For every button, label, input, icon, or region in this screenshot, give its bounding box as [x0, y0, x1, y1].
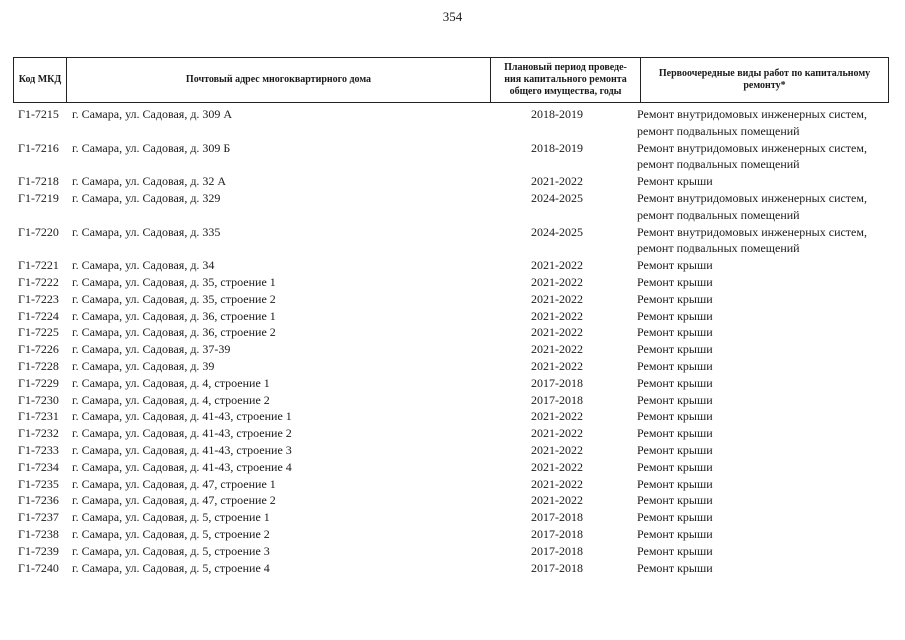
cell-address: г. Самара, ул. Садовая, д. 41-43, строение 2 — [72, 426, 292, 441]
cell-works — [637, 173, 897, 190]
header-address: Почтовый адрес многоквартирного дома — [67, 58, 491, 102]
cell-period: 2018-2019 — [531, 140, 583, 155]
cell-code: Г1-7233 — [18, 443, 59, 457]
cell-works-line: Ремонт внутридомовых инженерных систем, — [637, 224, 867, 239]
cell-address: г. Самара, ул. Садовая, д. 4, строение 2 — [72, 392, 270, 407]
header-period-line: общего имущества, годы — [509, 86, 622, 97]
cell-code: Г1-7230 — [18, 392, 59, 407]
cell-period: 2021-2022 — [531, 342, 583, 357]
cell-code: Г1-7222 — [18, 275, 59, 289]
cell-works — [637, 190, 897, 223]
cell-works — [637, 425, 897, 442]
cell-period: 2017-2018 — [531, 527, 583, 541]
cell-period: 2021-2022 — [531, 325, 583, 340]
cell-code: Г1-7219 — [18, 191, 59, 205]
cell-code: Г1-7224 — [18, 308, 59, 323]
cell-works — [637, 324, 897, 341]
cell-address: г. Самара, ул. Садовая, д. 309 Б — [72, 140, 231, 155]
cell-works-line: ремонт подвальных помещений — [637, 241, 800, 256]
cell-code: Г1-7236 — [18, 493, 59, 508]
cell-code: Г1-7218 — [18, 174, 59, 189]
cell-works — [637, 442, 897, 459]
cell-period: 2024-2025 — [531, 191, 583, 205]
cell-works — [637, 375, 897, 392]
cell-address: г. Самара, ул. Садовая, д. 5, строение 4 — [72, 560, 270, 575]
cell-code: Г1-7223 — [18, 291, 59, 306]
cell-period: 2021-2022 — [531, 291, 583, 306]
page-number: 354 — [442, 9, 463, 24]
cell-address: г. Самара, ул. Садовая, д. 35, строение 2 — [72, 291, 276, 306]
cell-works — [637, 408, 897, 425]
cell-works — [637, 291, 897, 308]
cell-works-line: Ремонт внутридомовых инженерных систем, — [637, 107, 867, 121]
cell-works — [637, 106, 897, 139]
cell-works-line: Ремонт крыши — [637, 392, 713, 407]
header-period-line: Плановый период проведе- — [504, 62, 627, 73]
cell-works-line: Ремонт крыши — [637, 174, 713, 189]
cell-works-line: Ремонт внутридомовых инженерных систем, — [637, 191, 867, 205]
cell-works-line: Ремонт крыши — [637, 375, 713, 390]
cell-code: Г1-7221 — [18, 258, 59, 273]
cell-period: 2021-2022 — [531, 459, 583, 474]
cell-period: 2021-2022 — [531, 258, 583, 273]
cell-code: Г1-7235 — [18, 476, 59, 491]
cell-address: г. Самара, ул. Садовая, д. 39 — [72, 359, 215, 373]
cell-works-line: Ремонт крыши — [637, 527, 713, 541]
cell-works-line: Ремонт крыши — [637, 459, 713, 474]
cell-code: Г1-7225 — [18, 325, 59, 340]
cell-address: г. Самара, ул. Садовая, д. 41-43, строение 3 — [72, 443, 292, 457]
cell-works — [637, 308, 897, 325]
cell-works-line: Ремонт крыши — [637, 426, 713, 441]
cell-code: Г1-7226 — [18, 342, 59, 357]
header-works-line: ремонту* — [743, 80, 786, 91]
cell-works-line: Ремонт крыши — [637, 275, 713, 289]
cell-address: г. Самара, ул. Садовая, д. 5, строение 3 — [72, 543, 270, 558]
cell-period: 2021-2022 — [531, 493, 583, 508]
cell-code: Г1-7238 — [18, 527, 59, 541]
cell-works — [637, 476, 897, 493]
cell-code: Г1-7216 — [18, 140, 59, 155]
cell-code: Г1-7237 — [18, 510, 59, 525]
cell-period: 2017-2018 — [531, 375, 583, 390]
cell-address: г. Самара, ул. Садовая, д. 41-43, строение 1 — [72, 409, 292, 424]
cell-period: 2021-2022 — [531, 476, 583, 491]
cell-address: г. Самара, ул. Садовая, д. 5, строение 2 — [72, 527, 270, 541]
cell-period: 2021-2022 — [531, 409, 583, 424]
cell-period: 2017-2018 — [531, 392, 583, 407]
cell-works-line: Ремонт крыши — [637, 543, 713, 558]
cell-address: г. Самара, ул. Садовая, д. 36, строение 2 — [72, 325, 276, 340]
cell-works-line: Ремонт крыши — [637, 409, 713, 424]
cell-address: г. Самара, ул. Садовая, д. 47, строение 1 — [72, 476, 276, 491]
cell-works-line: Ремонт крыши — [637, 560, 713, 575]
cell-address: г. Самара, ул. Садовая, д. 37-39 — [72, 342, 231, 357]
cell-works-line: Ремонт внутридомовых инженерных систем, — [637, 140, 867, 155]
cell-period: 2017-2018 — [531, 510, 583, 525]
cell-period: 2021-2022 — [531, 308, 583, 323]
cell-works — [637, 341, 897, 358]
cell-code: Г1-7228 — [18, 359, 59, 373]
cell-address: г. Самара, ул. Садовая, д. 41-43, строение 4 — [72, 459, 292, 474]
cell-works-line: ремонт подвальных помещений — [637, 123, 800, 138]
cell-address: г. Самара, ул. Садовая, д. 34 — [72, 258, 215, 273]
cell-code: Г1-7231 — [18, 409, 59, 424]
cell-works-line: Ремонт крыши — [637, 308, 713, 323]
cell-works — [637, 459, 897, 476]
cell-period: 2021-2022 — [531, 275, 583, 289]
cell-works-line: Ремонт крыши — [637, 258, 713, 273]
cell-code: Г1-7239 — [18, 543, 59, 558]
cell-works — [637, 224, 897, 257]
cell-code: Г1-7220 — [18, 224, 59, 239]
cell-works — [637, 509, 897, 526]
cell-code: Г1-7232 — [18, 426, 59, 441]
cell-address: г. Самара, ул. Садовая, д. 329 — [72, 191, 221, 205]
cell-address: г. Самара, ул. Садовая, д. 47, строение 2 — [72, 493, 276, 508]
cell-code: Г1-7215 — [18, 107, 59, 121]
cell-address: г. Самара, ул. Садовая, д. 32 А — [72, 174, 227, 189]
cell-period: 2017-2018 — [531, 543, 583, 558]
cell-period: 2017-2018 — [531, 560, 583, 575]
cell-period: 2021-2022 — [531, 359, 583, 373]
cell-code: Г1-7240 — [18, 560, 59, 575]
cell-works — [637, 392, 897, 409]
cell-address: г. Самара, ул. Садовая, д. 335 — [72, 224, 221, 239]
cell-works-line: Ремонт крыши — [637, 510, 713, 525]
header-code: Код МКД — [13, 58, 67, 102]
cell-works-line: Ремонт крыши — [637, 476, 713, 491]
cell-works-line: Ремонт крыши — [637, 342, 713, 357]
header-period-line: ния капитального ремонта — [504, 74, 627, 85]
cell-address: г. Самара, ул. Садовая, д. 4, строение 1 — [72, 375, 270, 390]
cell-address: г. Самара, ул. Садовая, д. 35, строение 1 — [72, 275, 276, 289]
cell-address: г. Самара, ул. Садовая, д. 5, строение 1 — [72, 510, 270, 525]
cell-works-line: Ремонт крыши — [637, 443, 713, 457]
cell-works-line: ремонт подвальных помещений — [637, 207, 800, 222]
cell-works-line: Ремонт крыши — [637, 325, 713, 340]
cell-code: Г1-7229 — [18, 375, 59, 390]
cell-works — [637, 257, 897, 274]
cell-period: 2018-2019 — [531, 107, 583, 121]
cell-works — [637, 492, 897, 509]
cell-works — [637, 560, 897, 577]
cell-works-line: ремонт подвальных помещений — [637, 157, 800, 172]
cell-works-line: Ремонт крыши — [637, 291, 713, 306]
cell-works — [637, 358, 897, 375]
cell-works — [637, 140, 897, 173]
cell-period: 2024-2025 — [531, 224, 583, 239]
cell-period: 2021-2022 — [531, 174, 583, 189]
cell-code: Г1-7234 — [18, 459, 59, 474]
cell-works — [637, 526, 897, 543]
cell-works-line: Ремонт крыши — [637, 359, 713, 373]
cell-works-line: Ремонт крыши — [637, 493, 713, 508]
cell-period: 2021-2022 — [531, 443, 583, 457]
cell-address: г. Самара, ул. Садовая, д. 36, строение 1 — [72, 308, 276, 323]
cell-works — [637, 274, 897, 291]
cell-period: 2021-2022 — [531, 426, 583, 441]
header-works-line: Первоочередные виды работ по капитальному — [658, 68, 871, 79]
cell-works — [637, 543, 897, 560]
cell-address: г. Самара, ул. Садовая, д. 309 А — [72, 107, 233, 121]
